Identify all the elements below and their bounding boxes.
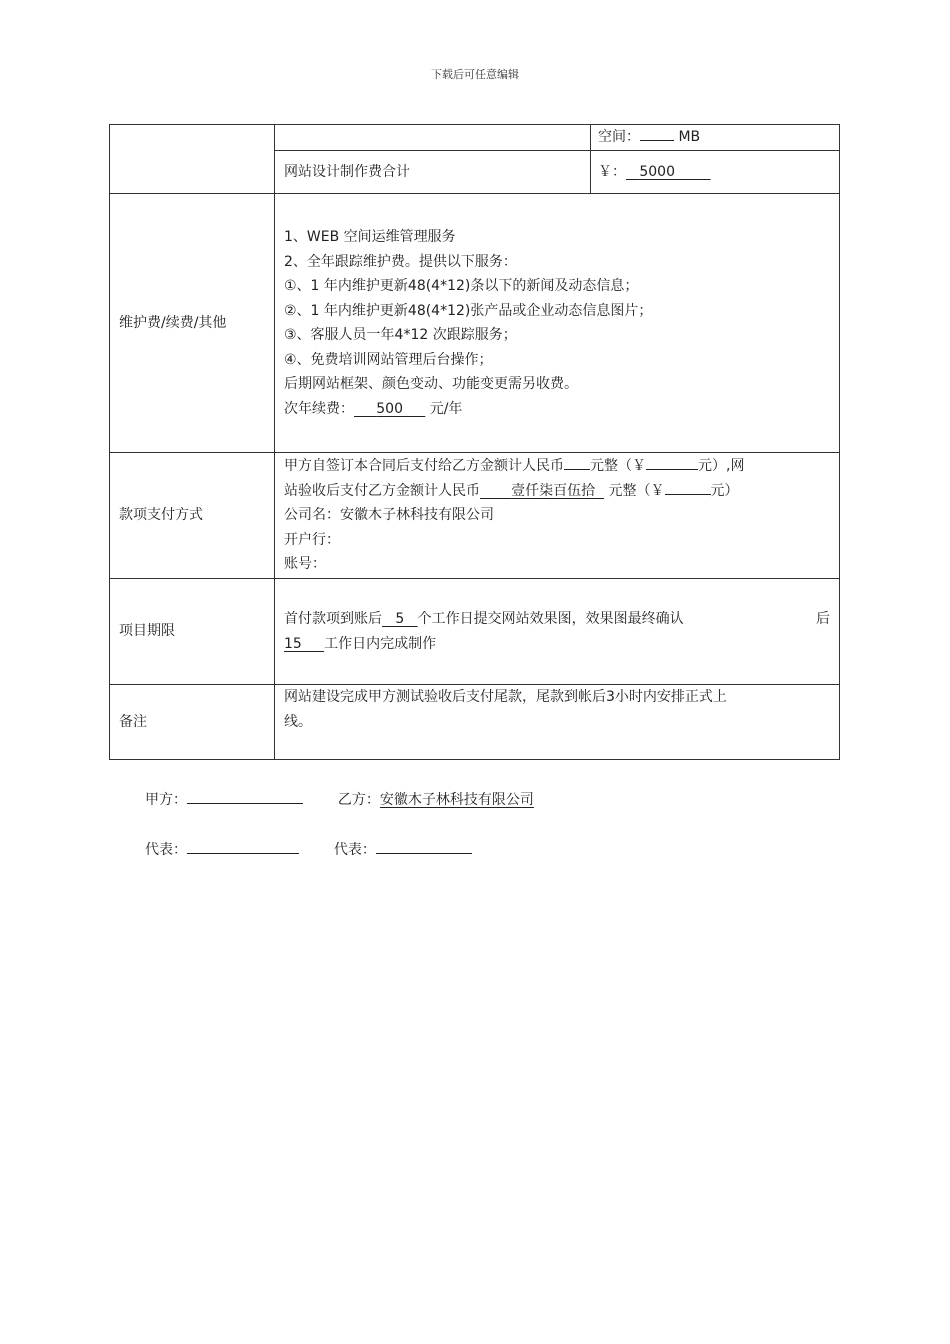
remarks-line-1: 网站建设完成甲方测试验收后支付尾款，尾款到帐后3小时内安排正式上 [284,689,727,705]
design-fee-label: 网站设计制作费合计 [275,151,591,194]
party-b-label: 乙方： [337,792,380,808]
period-line-1: 首付款项到账后 5 个工作日提交网站效果图，效果图最终确认 后 [284,607,830,632]
rep-b-blank [376,838,472,854]
payment-amount-words: 壹仟柒百伍拾 [511,482,596,499]
party-a-blank [187,788,303,804]
maintenance-line: ②、1 年内维护更新48(4*12)张产品或企业动态信息图片； [284,302,653,319]
payment-account: 账号： [284,556,326,573]
period-days-2: 15 [284,635,302,652]
party-b-name: 安徽木子林科技有限公司 [379,792,534,808]
maintenance-line: 后期网站框架、颜色变动、功能变更需另收费。 [284,376,578,392]
payment-blank-1 [564,454,590,470]
empty-cell [275,125,591,151]
design-fee-amount: 5000 [639,163,675,180]
signature-row-parties [145,788,534,809]
party-a-label: 甲方： [145,792,187,808]
maintenance-cell [275,194,840,453]
payment-bank: 开户行： [284,531,340,548]
maintenance-line: ③、客服人员一年4*12 次跟踪服务； [284,327,517,343]
remarks-cell [275,685,840,760]
space-label: 空间： [598,129,640,146]
payment-company: 公司名：安徽木子林科技有限公司 [284,507,494,524]
currency-label: ￥： [598,163,626,180]
space-cell [591,125,840,151]
period-line-2: 15 工作日内完成制作 [284,635,437,652]
contract-table [109,124,840,760]
renewal-label: 次年续费： [284,400,354,417]
maintenance-line: 2、全年跟踪维护费。提供以下服务： [284,253,517,270]
table-row [110,194,840,453]
empty-label-cell [110,125,275,194]
maintenance-line: ①、1 年内维护更新48(4*12)条以下的新闻及动态信息； [284,278,639,294]
period-cell [275,579,840,685]
design-fee-cell [591,151,840,194]
header-note: 下载后可任意编辑 [431,68,519,81]
table-row [110,453,840,579]
maintenance-line: 1、WEB 空间运维管理服务 [284,229,456,245]
period-label: 项目期限 [110,579,275,685]
maintenance-lines [284,225,830,397]
renewal-amount: 500 [376,400,403,417]
table-row [110,579,840,685]
maintenance-label: 维护费/续费/其他 [110,194,275,453]
rep-a-label: 代表： [145,842,187,858]
table-row [110,685,840,760]
renewal-line [284,397,830,422]
rep-a-blank [187,838,299,854]
space-unit: MB [678,129,701,146]
payment-line-1: 甲方自签订本合同后支付给乙方金额计人民币 元整（￥ 元）,网 [284,454,830,479]
payment-label: 款项支付方式 [110,453,275,579]
space-blank [640,125,674,141]
table-row [110,125,840,151]
period-days-1: 5 [395,611,405,627]
remarks-line-2: 线。 [284,713,312,730]
payment-blank-3 [665,479,711,495]
payment-blank-2 [646,454,698,470]
renewal-unit: 元/年 [429,400,463,417]
payment-cell [275,453,840,579]
signature-row-reps [145,838,472,859]
maintenance-line: ④、免费培训网站管理后台操作； [284,351,493,368]
rep-b-label: 代表： [333,842,376,858]
payment-line-2: 站验收后支付乙方金额计人民币 壹仟柒百伍拾 元整（￥ 元） [284,479,830,504]
remarks-label: 备注 [110,685,275,760]
